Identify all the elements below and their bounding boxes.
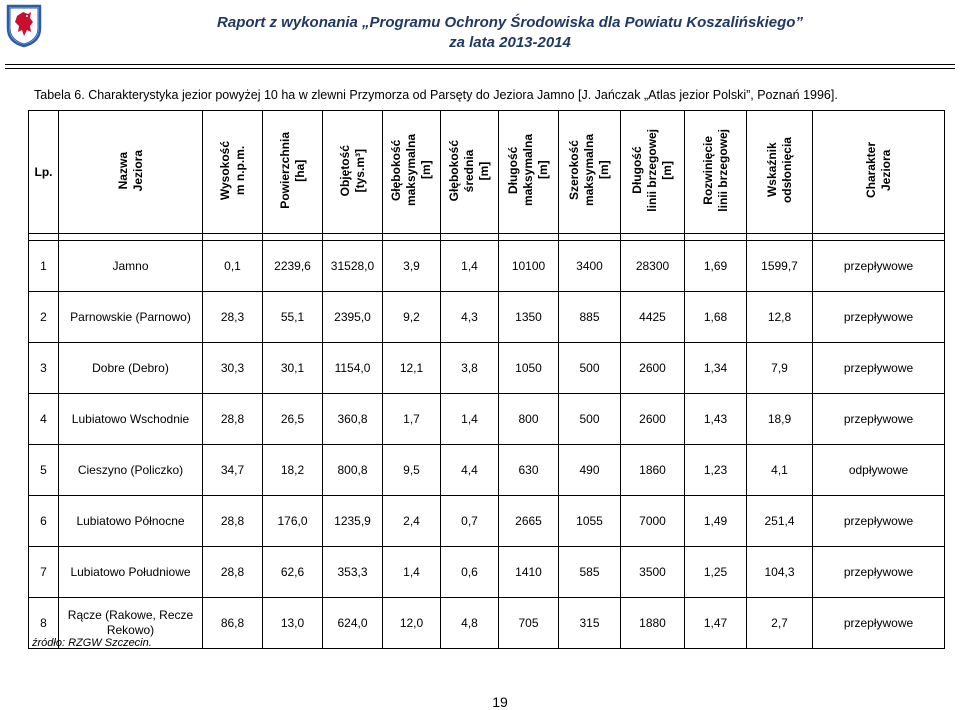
column-header-label: Wskaźnik odsłonięcia — [764, 137, 794, 204]
table-cell: 4,4 — [441, 445, 499, 496]
table-cell: 1 — [29, 241, 59, 292]
table-cell: 176,0 — [263, 496, 323, 547]
table-cell: 3500 — [621, 547, 685, 598]
report-title-line2: za lata 2013-2014 — [449, 34, 571, 51]
table-cell: 4425 — [621, 292, 685, 343]
table-cell: 2239,6 — [263, 241, 323, 292]
table-cell: 1,69 — [685, 241, 747, 292]
table-cell: 55,1 — [263, 292, 323, 343]
column-header — [29, 111, 59, 234]
table-cell: 800 — [499, 394, 559, 445]
table-cell: 26,5 — [263, 394, 323, 445]
griffin-coat-of-arms-icon — [6, 4, 42, 48]
table-cell: 0,7 — [441, 496, 499, 547]
table-row — [29, 445, 945, 496]
page-number: 19 — [492, 694, 508, 710]
table-cell: 624,0 — [323, 598, 383, 649]
table-cell: 500 — [559, 343, 621, 394]
column-header — [203, 111, 263, 234]
table-cell: 585 — [559, 547, 621, 598]
column-header — [59, 111, 203, 234]
table-cell: 251,4 — [747, 496, 813, 547]
table-cell: 2600 — [621, 394, 685, 445]
column-header-label: Rozwinięcie linii brzegowej — [700, 129, 730, 212]
table-cell: 500 — [559, 394, 621, 445]
table-cell: 1,68 — [685, 292, 747, 343]
table-cell: 4,1 — [747, 445, 813, 496]
table-cell: 104,3 — [747, 547, 813, 598]
table-cell: 1,34 — [685, 343, 747, 394]
table-cell: 34,7 — [203, 445, 263, 496]
table-cell: 2665 — [499, 496, 559, 547]
table-row — [29, 394, 945, 445]
table-cell: 9,5 — [383, 445, 441, 496]
table-cell: 2 — [29, 292, 59, 343]
table-cell: 28300 — [621, 241, 685, 292]
table-cell: Lubiatowo Południowe — [59, 547, 203, 598]
header-rule — [5, 64, 955, 65]
lakes-table — [28, 110, 945, 649]
table-cell: przepływowe — [813, 241, 945, 292]
table-cell: 885 — [559, 292, 621, 343]
table-cell: 28,8 — [203, 394, 263, 445]
table-cell: 8 — [29, 598, 59, 649]
table-cell: 28,8 — [203, 547, 263, 598]
spacer-cell — [383, 234, 441, 241]
table-row — [29, 547, 945, 598]
table-cell: 12,0 — [383, 598, 441, 649]
table-cell: 1,23 — [685, 445, 747, 496]
column-header — [621, 111, 685, 234]
table-cell: 10100 — [499, 241, 559, 292]
table-cell: Lubiatowo Wschodnie — [59, 394, 203, 445]
header-spacer-row — [29, 234, 945, 241]
spacer-cell — [559, 234, 621, 241]
table-cell: 4,8 — [441, 598, 499, 649]
spacer-cell — [59, 234, 203, 241]
spacer-cell — [29, 234, 59, 241]
column-header — [813, 111, 945, 234]
table-caption: Tabela 6. Charakterystyka jezior powyżej 10 ha w zlewni Przymorza od Parsęty do Jeziora Jamno [J. Jańczak „Atlas jezior Polski”, Poznań 1996]. — [34, 88, 838, 102]
table-cell: 1154,0 — [323, 343, 383, 394]
table-cell: 490 — [559, 445, 621, 496]
table-cell: 12,1 — [383, 343, 441, 394]
table-cell: 13,0 — [263, 598, 323, 649]
table-cell: Cieszyno (Policzko) — [59, 445, 203, 496]
table-cell: 2600 — [621, 343, 685, 394]
table-cell: 1,43 — [685, 394, 747, 445]
table-cell: przepływowe — [813, 343, 945, 394]
table-row — [29, 598, 945, 649]
spacer-cell — [203, 234, 263, 241]
table-cell: 62,6 — [263, 547, 323, 598]
spacer-cell — [323, 234, 383, 241]
table-cell: 1,4 — [441, 394, 499, 445]
table-cell: 6 — [29, 496, 59, 547]
spacer-cell — [813, 234, 945, 241]
table-cell: 1880 — [621, 598, 685, 649]
table-cell: 0,1 — [203, 241, 263, 292]
table-cell: 2,7 — [747, 598, 813, 649]
table-cell: Dobre (Debro) — [59, 343, 203, 394]
table-cell: 800,8 — [323, 445, 383, 496]
table-row — [29, 496, 945, 547]
table-cell: Jamno — [59, 241, 203, 292]
table-cell: 1235,9 — [323, 496, 383, 547]
table-cell: 353,3 — [323, 547, 383, 598]
table-cell: 1,25 — [685, 547, 747, 598]
column-header — [263, 111, 323, 234]
table-cell: 360,8 — [323, 394, 383, 445]
table-cell: 1,47 — [685, 598, 747, 649]
column-header-label: Lp. — [34, 165, 53, 179]
table-row — [29, 343, 945, 394]
table-cell: 7000 — [621, 496, 685, 547]
table-cell: 705 — [499, 598, 559, 649]
column-header-label: Głębokość średnia [m] — [447, 139, 491, 202]
table-cell: 3 — [29, 343, 59, 394]
column-header — [383, 111, 441, 234]
table-header-row — [29, 111, 945, 234]
table-cell: odpływowe — [813, 445, 945, 496]
table-cell: 1,49 — [685, 496, 747, 547]
table-cell: 4,3 — [441, 292, 499, 343]
table-cell: przepływowe — [813, 547, 945, 598]
column-header-label: Głębokość maksymalna [m] — [389, 134, 433, 207]
spacer-cell — [263, 234, 323, 241]
table-cell: 28,8 — [203, 496, 263, 547]
table-cell: 4 — [29, 394, 59, 445]
table-cell: 1599,7 — [747, 241, 813, 292]
table-cell: 7 — [29, 547, 59, 598]
table-cell: 5 — [29, 445, 59, 496]
table-cell: 3400 — [559, 241, 621, 292]
column-header-label: Charakter Jeziora — [863, 142, 893, 199]
table-cell: 2395,0 — [323, 292, 383, 343]
source-note: źródło: RZGW Szczecin. — [32, 637, 152, 649]
header-rule-thin — [5, 68, 955, 69]
table-cell: 7,9 — [747, 343, 813, 394]
table-cell: 18,9 — [747, 394, 813, 445]
spacer-cell — [499, 234, 559, 241]
table-row — [29, 241, 945, 292]
spacer-cell — [621, 234, 685, 241]
column-header-label: Długość maksymalna [m] — [506, 134, 550, 207]
table-cell: 1,4 — [383, 547, 441, 598]
column-header-label: Powierzchnia [ha] — [277, 132, 307, 209]
column-header — [499, 111, 559, 234]
column-header-label: Długość linii brzegowej [m] — [630, 129, 674, 212]
table-cell: 18,2 — [263, 445, 323, 496]
table-cell: 630 — [499, 445, 559, 496]
table-cell: 0,6 — [441, 547, 499, 598]
spacer-cell — [685, 234, 747, 241]
column-header — [441, 111, 499, 234]
column-header-label: Szerokość maksymalna [m] — [567, 134, 611, 207]
table-cell: 1860 — [621, 445, 685, 496]
column-header — [323, 111, 383, 234]
spacer-cell — [441, 234, 499, 241]
table-cell: 31528,0 — [323, 241, 383, 292]
column-header-label: Objętość [tys.m³] — [337, 144, 367, 197]
table-cell: 1,7 — [383, 394, 441, 445]
column-header-label: Nazwa Jeziora — [115, 149, 145, 192]
table-cell: przepływowe — [813, 394, 945, 445]
table-cell: 28,3 — [203, 292, 263, 343]
table-cell: 86,8 — [203, 598, 263, 649]
column-header — [559, 111, 621, 234]
table-cell: 9,2 — [383, 292, 441, 343]
table-cell: 3,9 — [383, 241, 441, 292]
column-header — [685, 111, 747, 234]
column-header-label: Wysokość m n.p.m. — [217, 140, 247, 201]
table-cell: 1055 — [559, 496, 621, 547]
column-header — [747, 111, 813, 234]
report-title-line1: Raport z wykonania „Programu Ochrony Środowiska dla Powiatu Koszalińskiego” — [217, 14, 803, 31]
table-cell: 1,4 — [441, 241, 499, 292]
table-cell: Rącze (Rakowe, Recze Rekowo) — [59, 598, 203, 649]
table-cell: Parnowskie (Parnowo) — [59, 292, 203, 343]
table-cell: 1350 — [499, 292, 559, 343]
table-cell: 2,4 — [383, 496, 441, 547]
table-cell: 315 — [559, 598, 621, 649]
table-cell: przepływowe — [813, 292, 945, 343]
spacer-cell — [747, 234, 813, 241]
table-cell: 30,3 — [203, 343, 263, 394]
table-row — [29, 292, 945, 343]
table-cell: 12,8 — [747, 292, 813, 343]
table-cell: Lubiatowo Północne — [59, 496, 203, 547]
table-cell: przepływowe — [813, 496, 945, 547]
table-cell: przepływowe — [813, 598, 945, 649]
table-cell: 1050 — [499, 343, 559, 394]
table-cell: 3,8 — [441, 343, 499, 394]
table-cell: 30,1 — [263, 343, 323, 394]
table-cell: 1410 — [499, 547, 559, 598]
